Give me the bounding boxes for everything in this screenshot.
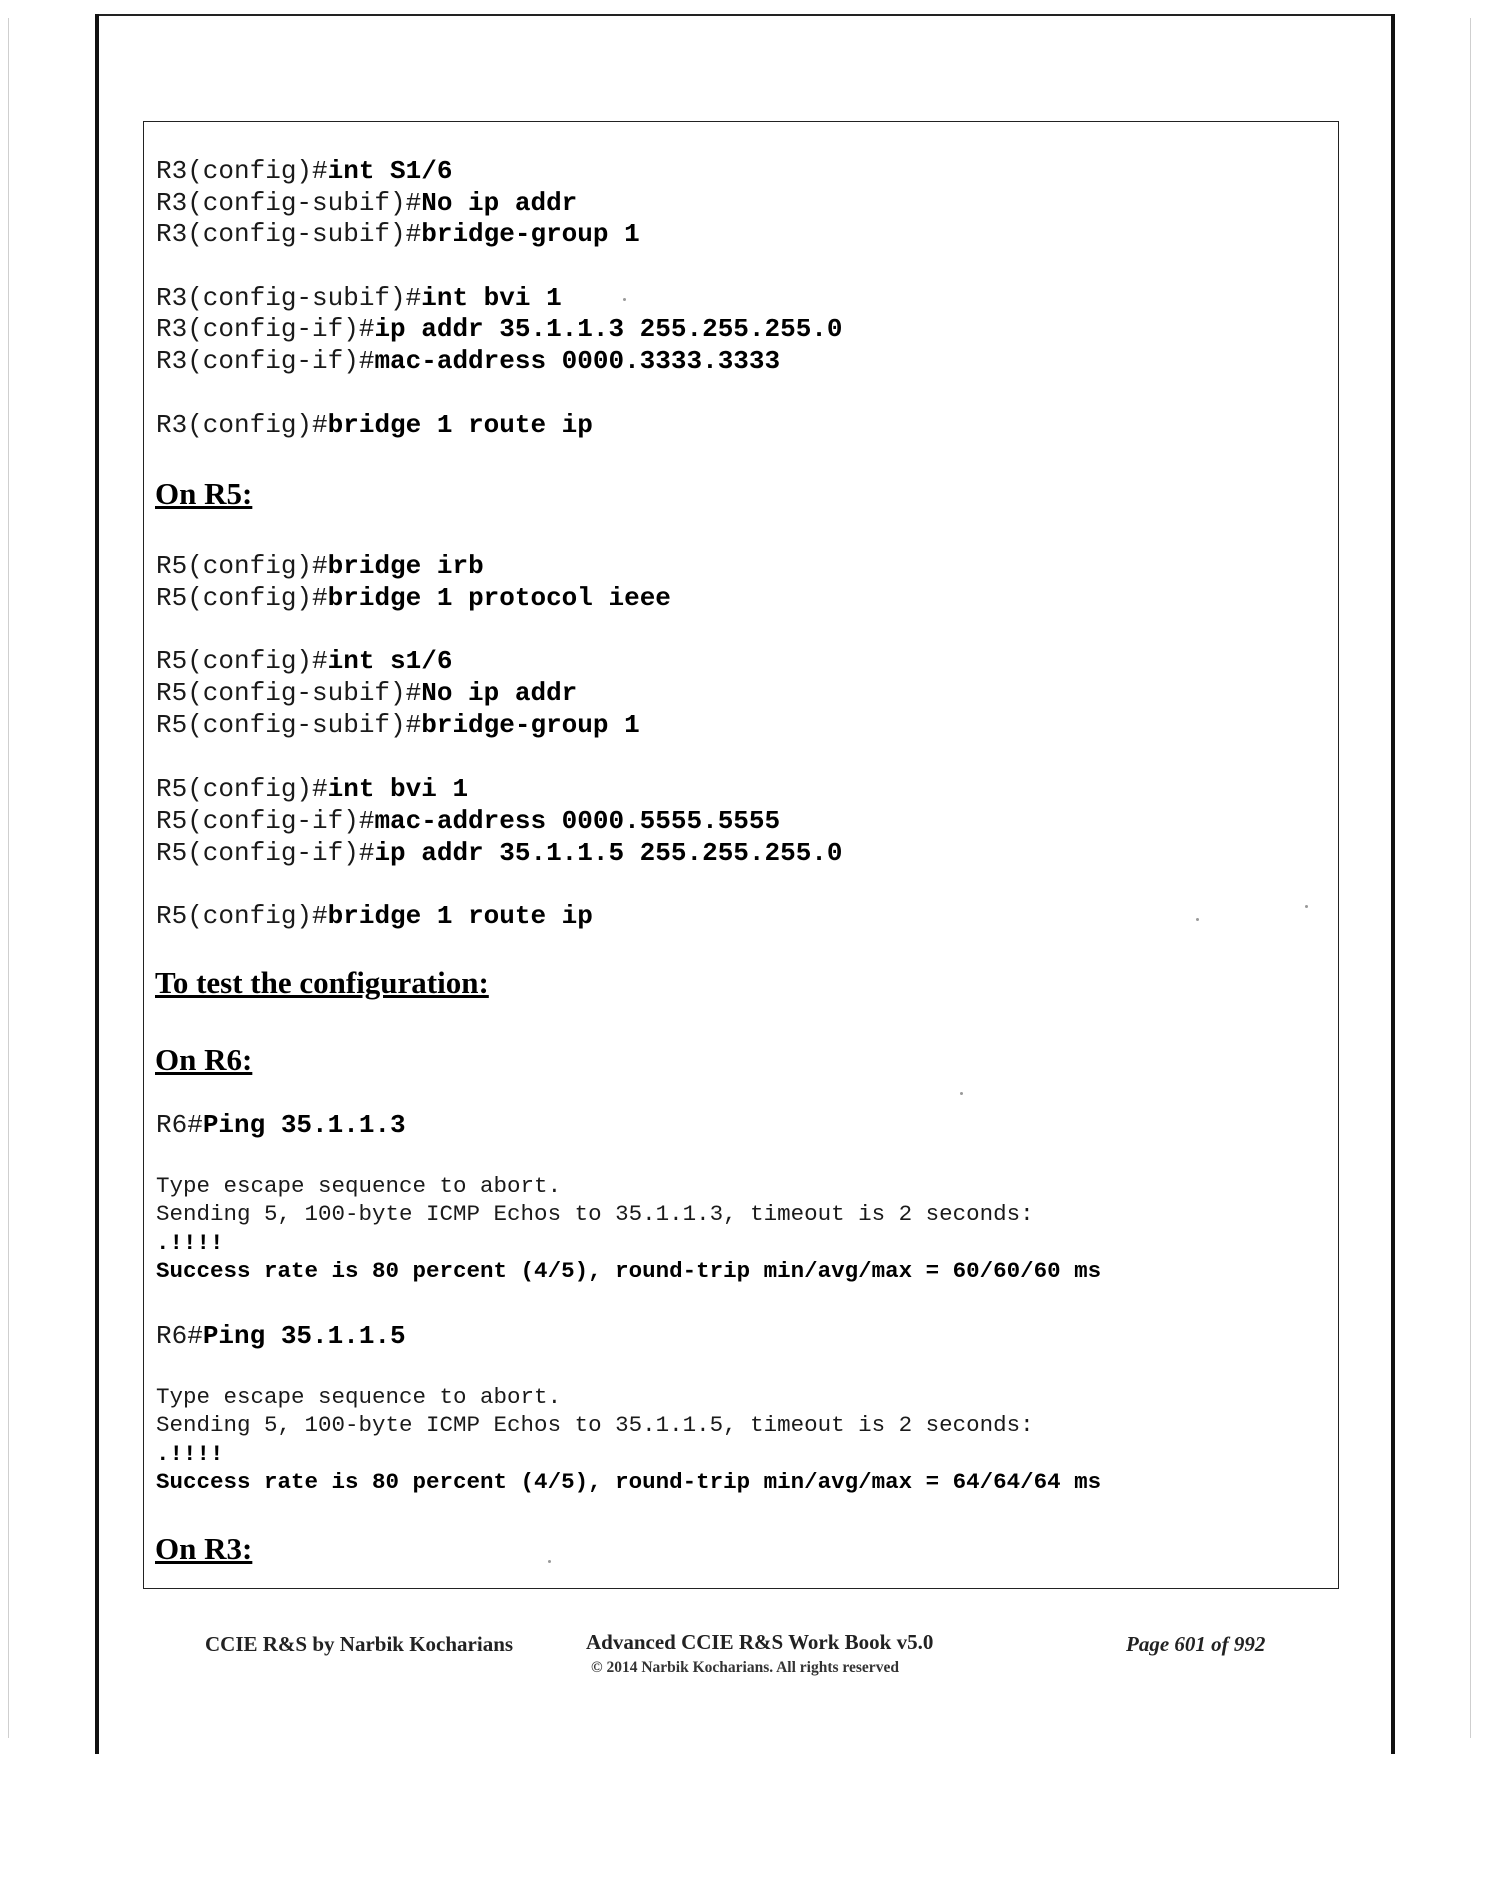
ping-success-text: Success rate is 80 percent (4/5), round-trip min/avg/max = 64/64/64 ms bbox=[156, 1469, 1102, 1495]
code-line: R3(config)#bridge 1 route ip bbox=[156, 410, 593, 440]
heading-to-test: To test the configuration: bbox=[155, 965, 489, 1000]
ping-result: .!!!! bbox=[156, 1441, 224, 1467]
scan-edge-left bbox=[8, 18, 9, 1738]
heading-on-r5: On R5: bbox=[155, 476, 253, 511]
footer-copyright: © 2014 Narbik Kocharians. All rights reserved bbox=[591, 1659, 899, 1676]
heading-on-r6: On R6: bbox=[155, 1042, 253, 1077]
scan-edge-right bbox=[1470, 18, 1471, 1738]
code-line: R5(config)#int s1/6 bbox=[156, 646, 453, 676]
ping-sending-text: Sending 5, 100-byte ICMP Echos to 35.1.1.5, timeout is 2 seconds: bbox=[156, 1412, 1034, 1438]
code-line: R3(config-subif)#bridge-group 1 bbox=[156, 219, 640, 249]
code-line: R3(config-subif)#int bvi 1 bbox=[156, 283, 562, 313]
scan-border-right bbox=[1391, 14, 1395, 1754]
ping-result: .!!!! bbox=[156, 1230, 224, 1256]
code-line: R3(config)#int S1/6 bbox=[156, 156, 453, 186]
code-line: R3(config-if)#mac-address 0000.3333.3333 bbox=[156, 346, 781, 376]
ping-abort-text: Type escape sequence to abort. bbox=[156, 1173, 562, 1199]
code-line: R5(config-subif)#No ip addr bbox=[156, 678, 578, 708]
code-line: R3(config-if)#ip addr 35.1.1.3 255.255.255.0 bbox=[156, 314, 843, 344]
ping-success-text: Success rate is 80 percent (4/5), round-trip min/avg/max = 60/60/60 ms bbox=[156, 1258, 1102, 1284]
code-line: R5(config-subif)#bridge-group 1 bbox=[156, 710, 640, 740]
ping-sending-text: Sending 5, 100-byte ICMP Echos to 35.1.1.3, timeout is 2 seconds: bbox=[156, 1201, 1034, 1227]
footer-author: CCIE R&S by Narbik Kocharians bbox=[205, 1632, 514, 1656]
code-line: R5(config)#bridge irb bbox=[156, 551, 484, 581]
footer-book-title: Advanced CCIE R&S Work Book v5.0 bbox=[586, 1630, 934, 1654]
code-line: R5(config)#bridge 1 protocol ieee bbox=[156, 583, 671, 613]
code-line: R3(config-subif)#No ip addr bbox=[156, 188, 578, 218]
code-line: R6#Ping 35.1.1.3 bbox=[156, 1110, 406, 1140]
footer-book bbox=[586, 1630, 976, 1677]
heading-on-r3: On R3: bbox=[155, 1531, 253, 1566]
code-line: R6#Ping 35.1.1.5 bbox=[156, 1321, 406, 1351]
ping-abort-text: Type escape sequence to abort. bbox=[156, 1384, 562, 1410]
footer-page-number: Page 601 of 992 bbox=[1126, 1632, 1266, 1656]
code-line: R5(config)#bridge 1 route ip bbox=[156, 901, 593, 931]
code-line: R5(config-if)#mac-address 0000.5555.5555 bbox=[156, 806, 781, 836]
code-line: R5(config-if)#ip addr 35.1.1.5 255.255.255.0 bbox=[156, 838, 843, 868]
code-line: R5(config)#int bvi 1 bbox=[156, 774, 469, 804]
scan-border-top bbox=[95, 14, 1395, 16]
scan-border-left bbox=[95, 14, 99, 1754]
